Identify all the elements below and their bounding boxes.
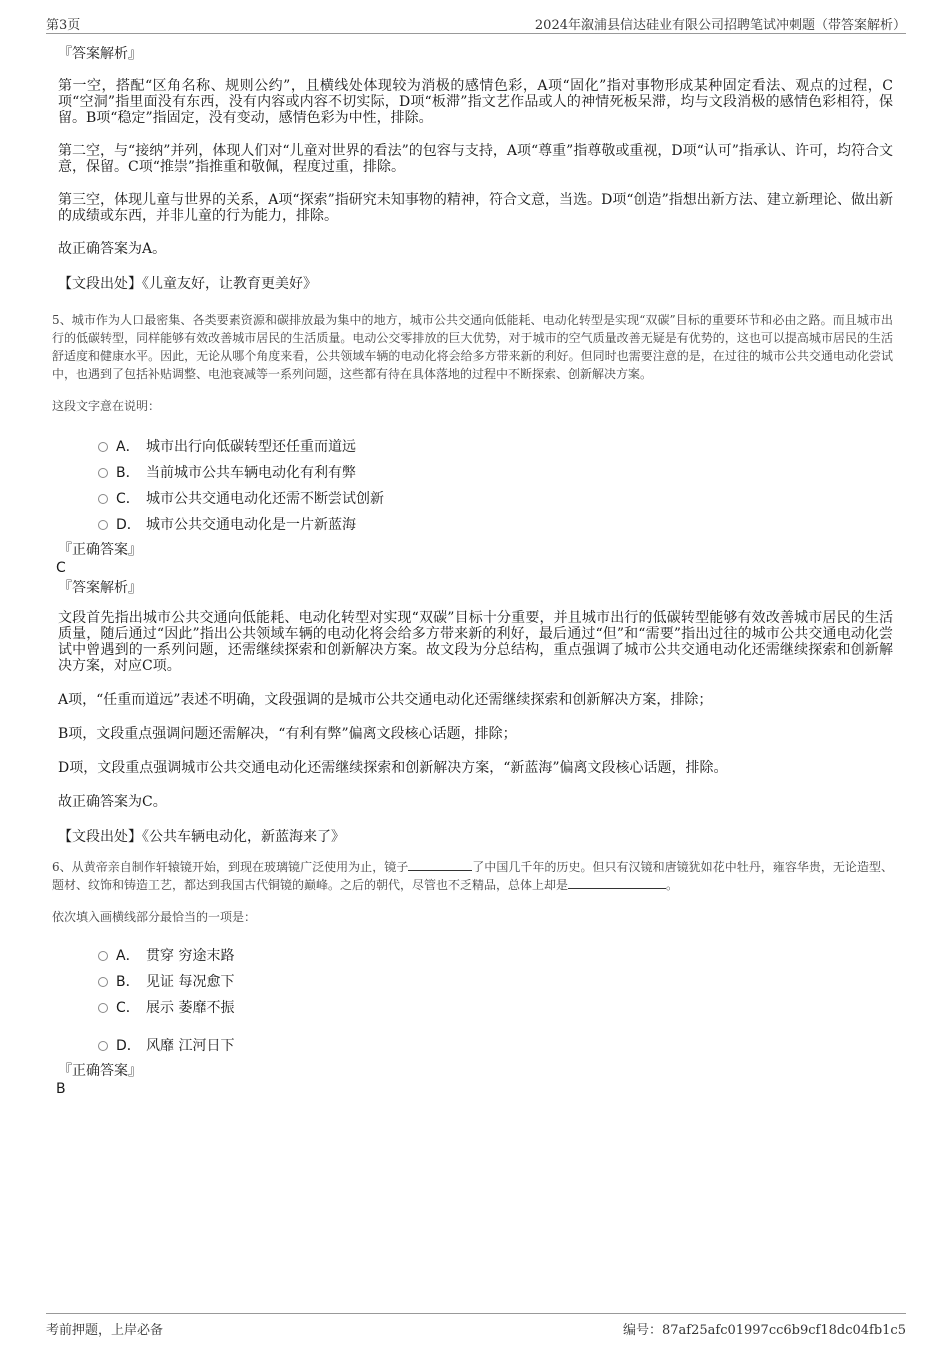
radio-icon[interactable] (98, 520, 108, 530)
q5-option-a[interactable]: A． 城市出行向低碳转型还任重而道远 (58, 432, 893, 458)
q4-analysis-p1: 第一空，搭配“区角名称、规则公约”，且横线处体现较为消极的感情色彩，A项“固化”指对事物形成某种固定看法、观点的过程，C项“空洞”指里面没有东西，没有内容或内容不切实际，D项“板滞”指文艺作品或人的神情死板呆滞，均与文段消极的感情色彩相符，保留。B项“稳定”指固定，没有变动，感情色彩为中性，排除。 (58, 78, 893, 126)
document-id: 编号：87af25afc01997cc6b9cf18dc04fb1c5 (622, 1323, 906, 1338)
radio-icon[interactable] (98, 1041, 108, 1051)
radio-icon[interactable] (98, 977, 108, 987)
footer-slogan: 考前押题，上岸必备 (46, 1323, 164, 1338)
page-header (0, 0, 950, 34)
q6-stem: 6、从黄帝亲自制作轩辕镜开始，到现在玻璃镜广泛使用为止，镜子 了中国几千年的历史。但只有汉镜和唐镜犹如花中牡丹，雍容华贵，无论造型、题材、纹饰和铸造工艺，都达到我国古代铜镜的巅峰。之后的朝代，尽管也不乏精品，总体上却是 。 (52, 860, 893, 892)
q4-conclusion: 故正确答案为A。 (58, 241, 167, 257)
q6-prompt: 依次填入画横线部分最恰当的一项是： (52, 910, 257, 924)
q5-prompt: 这段文字意在说明： (52, 399, 161, 413)
q5-conclusion: 故正确答案为C。 (58, 794, 167, 810)
radio-icon[interactable] (98, 468, 108, 478)
radio-icon[interactable] (98, 1003, 108, 1013)
q4-analysis-p3: 第三空，体现儿童与世界的关系，A项“探索”指研究未知事物的精神，符合文意，当选。D项“创造”指想出新方法、建立新理论、做出新的成绩或东西，并非儿童的行为能力，排除。 (58, 192, 893, 224)
footer-divider (46, 1313, 906, 1314)
q5-analysis-d: D项，文段重点强调城市公共交通电动化还需继续探索和创新解决方案，“新蓝海”偏离文段核心话题，排除。 (58, 760, 728, 776)
q6-answer: B (56, 1081, 66, 1097)
document-title: 2024年溆浦县信达硅业有限公司招聘笔试冲刺题（带答案解析） (534, 18, 906, 33)
main-content (52, 44, 893, 1097)
page-number: 第3页 (46, 18, 81, 33)
q5-analysis-a: A项，“任重而道远”表述不明确，文段强调的是城市公共交通电动化还需继续探索和创新解决方案，排除； (58, 692, 713, 708)
page-footer (0, 1305, 950, 1345)
q6-options (58, 941, 893, 1057)
radio-icon[interactable] (98, 494, 108, 504)
q5-stem: 5、城市作为人口最密集、各类要素资源和碳排放最为集中的地方，城市公共交通向低能耗、电动化转型是实现“双碳”目标的重要环节和必由之路。而且城市出行的低碳转型，同样能够有效改善城市居民的生活质量。电动公交零排放的巨大优势，对于城市的空气质量改善无疑是有优势的，这也可以提高城市居民的生活舒适度和健康水平。因此，无论从哪个角度来看，公共领域车辆的电动化将会给多方带来新的利好。但同时也需要注意的是，在过往的城市公共交通电动化尝试中，也遇到了包括补贴调整、电池衰减等一系列问题，这些都有待在具体落地的过程中不断探索、创新解决方案。 (52, 313, 893, 381)
q6-option-d[interactable]: D． 风靡 江河日下 (58, 1031, 893, 1057)
q5-analysis-b: B项，文段重点强调问题还需解决，“有利有弊”偏离文段核心话题，排除； (58, 726, 517, 742)
q5-answer: C (56, 560, 66, 576)
q5-option-c[interactable]: C． 城市公共交通电动化还需不断尝试创新 (58, 484, 893, 510)
q4-source: 【文段出处】《儿童友好，让教育更美好》 (58, 276, 317, 292)
q6-option-c[interactable]: C． 展示 萎靡不振 (58, 993, 893, 1019)
q6-answer-label: 『正确答案』 (58, 1063, 142, 1079)
q4-analysis-label: 『答案解析』 (58, 46, 142, 62)
blank-2[interactable] (568, 876, 666, 889)
blank-1[interactable] (408, 858, 472, 871)
q5-option-b[interactable]: B． 当前城市公共车辆电动化有利有弊 (58, 458, 893, 484)
q4-analysis-p2: 第二空，与“接纳”并列，体现人们对“儿童对世界的看法”的包容与支持，A项“尊重”指尊敬或重视，D项“认可”指承认、许可，均符合文意，保留。C项“推崇”指推重和敬佩，程度过重，排除。 (58, 143, 893, 175)
radio-icon[interactable] (98, 951, 108, 961)
q5-option-d[interactable]: D． 城市公共交通电动化是一片新蓝海 (58, 510, 893, 536)
q5-options (58, 432, 893, 536)
q5-analysis-label: 『答案解析』 (58, 580, 142, 596)
q6-option-a[interactable]: A． 贯穿 穷途末路 (58, 941, 893, 967)
radio-icon[interactable] (98, 442, 108, 452)
q5-answer-label: 『正确答案』 (58, 542, 142, 558)
q6-option-b[interactable]: B． 见证 每况愈下 (58, 967, 893, 993)
header-divider (46, 33, 906, 34)
q5-analysis-p1: 文段首先指出城市公共交通向低能耗、电动化转型对实现“双碳”目标十分重要，并且城市出行的低碳转型能够有效改善城市居民的生活质量，随后通过“因此”指出公共领域车辆的电动化将会给多方带来新的利好，最后通过“但”和“需要”指出过往的城市公共交通电动化尝试中曾遇到的一系列问题，还需继续探索和创新解决方案。故文段为分总结构，重点强调了城市公共交通电动化还需继续探索和创新解决方案，对应C项。 (58, 610, 893, 674)
q5-source: 【文段出处】《公共车辆电动化，新蓝海来了》 (58, 829, 345, 845)
